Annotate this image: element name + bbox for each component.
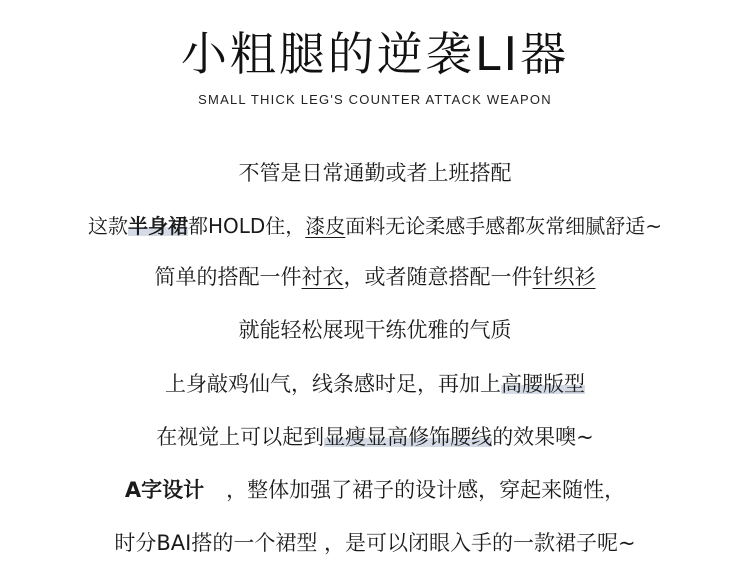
underlined-knitwear: 针织衫 xyxy=(532,265,596,289)
line-4-text: 就能轻松展现干练优雅的气质 xyxy=(238,318,512,342)
line-2-part-e: 面料无论柔感手感都灰常细腻舒适~ xyxy=(345,214,663,238)
highlight-slimming: 显瘦显高修饰腰线 xyxy=(324,425,493,449)
line-2-part-c: 都HOLD住， xyxy=(187,214,306,238)
text-line-5 xyxy=(0,368,750,398)
a-line-design-label: A字设计 xyxy=(124,478,205,502)
page-subtitle: SMALL THICK LEG'S COUNTER ATTACK WEAPON xyxy=(198,92,552,107)
text-line-1 xyxy=(0,157,750,187)
highlight-half-skirt: 半身裙 xyxy=(127,214,188,238)
underlined-patent-leather: 漆皮 xyxy=(305,214,346,238)
underlined-shirt: 衬衣 xyxy=(301,265,344,289)
page-title: 小粗腿的逆袭LI器 xyxy=(180,27,570,81)
line-3-part-c: ，或者随意搭配一件 xyxy=(343,265,533,289)
line-6-part-a: 在视觉上可以起到 xyxy=(156,425,325,449)
text-line-7 xyxy=(0,474,750,504)
line-2-part-a: 这款 xyxy=(87,214,128,238)
text-line-2 xyxy=(0,210,750,239)
line-5-part-a: 上身敲鸡仙气，线条感时足，再加上 xyxy=(165,372,501,396)
text-line-4 xyxy=(0,314,750,344)
text-line-8 xyxy=(0,527,750,557)
text-line-6 xyxy=(0,421,750,451)
line-3-part-a: 简单的搭配一件 xyxy=(154,265,302,289)
line-6-part-c: 的效果噢~ xyxy=(492,425,594,449)
highlight-high-waist: 高腰版型 xyxy=(501,372,585,396)
text-line-3 xyxy=(0,261,750,291)
line-7-part-b: ，整体加强了裙子的设计感，穿起来随性， xyxy=(226,478,626,502)
line-8-text: 时分BAI搭的一个裙型 ，是可以闭眼入手的一款裙子呢~ xyxy=(114,531,636,555)
line-1-text: 不管是日常通勤或者上班搭配 xyxy=(238,161,512,185)
